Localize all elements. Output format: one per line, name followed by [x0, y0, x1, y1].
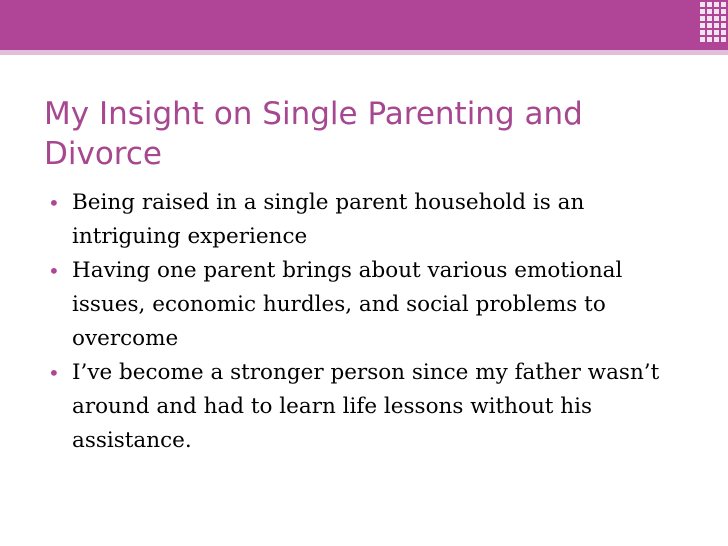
bullet-list	[48, 186, 688, 458]
bullet-item	[48, 356, 688, 458]
bullet-text: I’ve become a stronger person since my father wasn’t around and had to learn life lessons without his assistance.	[72, 360, 660, 453]
bullet-item	[48, 254, 688, 356]
slide-title: My Insight on Single Parenting and Divorce	[44, 96, 583, 172]
header-band	[0, 0, 728, 50]
bullet-text: Being raised in a single parent household is an intriguing experience	[72, 190, 585, 249]
bullet-item	[48, 186, 688, 254]
header-stripe	[0, 50, 728, 55]
corner-grid-decoration	[698, 0, 728, 50]
bullet-dot-icon: •	[48, 361, 60, 385]
bullet-dot-icon: •	[48, 191, 60, 215]
bullet-dot-icon: •	[48, 259, 60, 283]
bullet-text: Having one parent brings about various emotional issues, economic hurdles, and social problems to overcome	[72, 258, 623, 351]
